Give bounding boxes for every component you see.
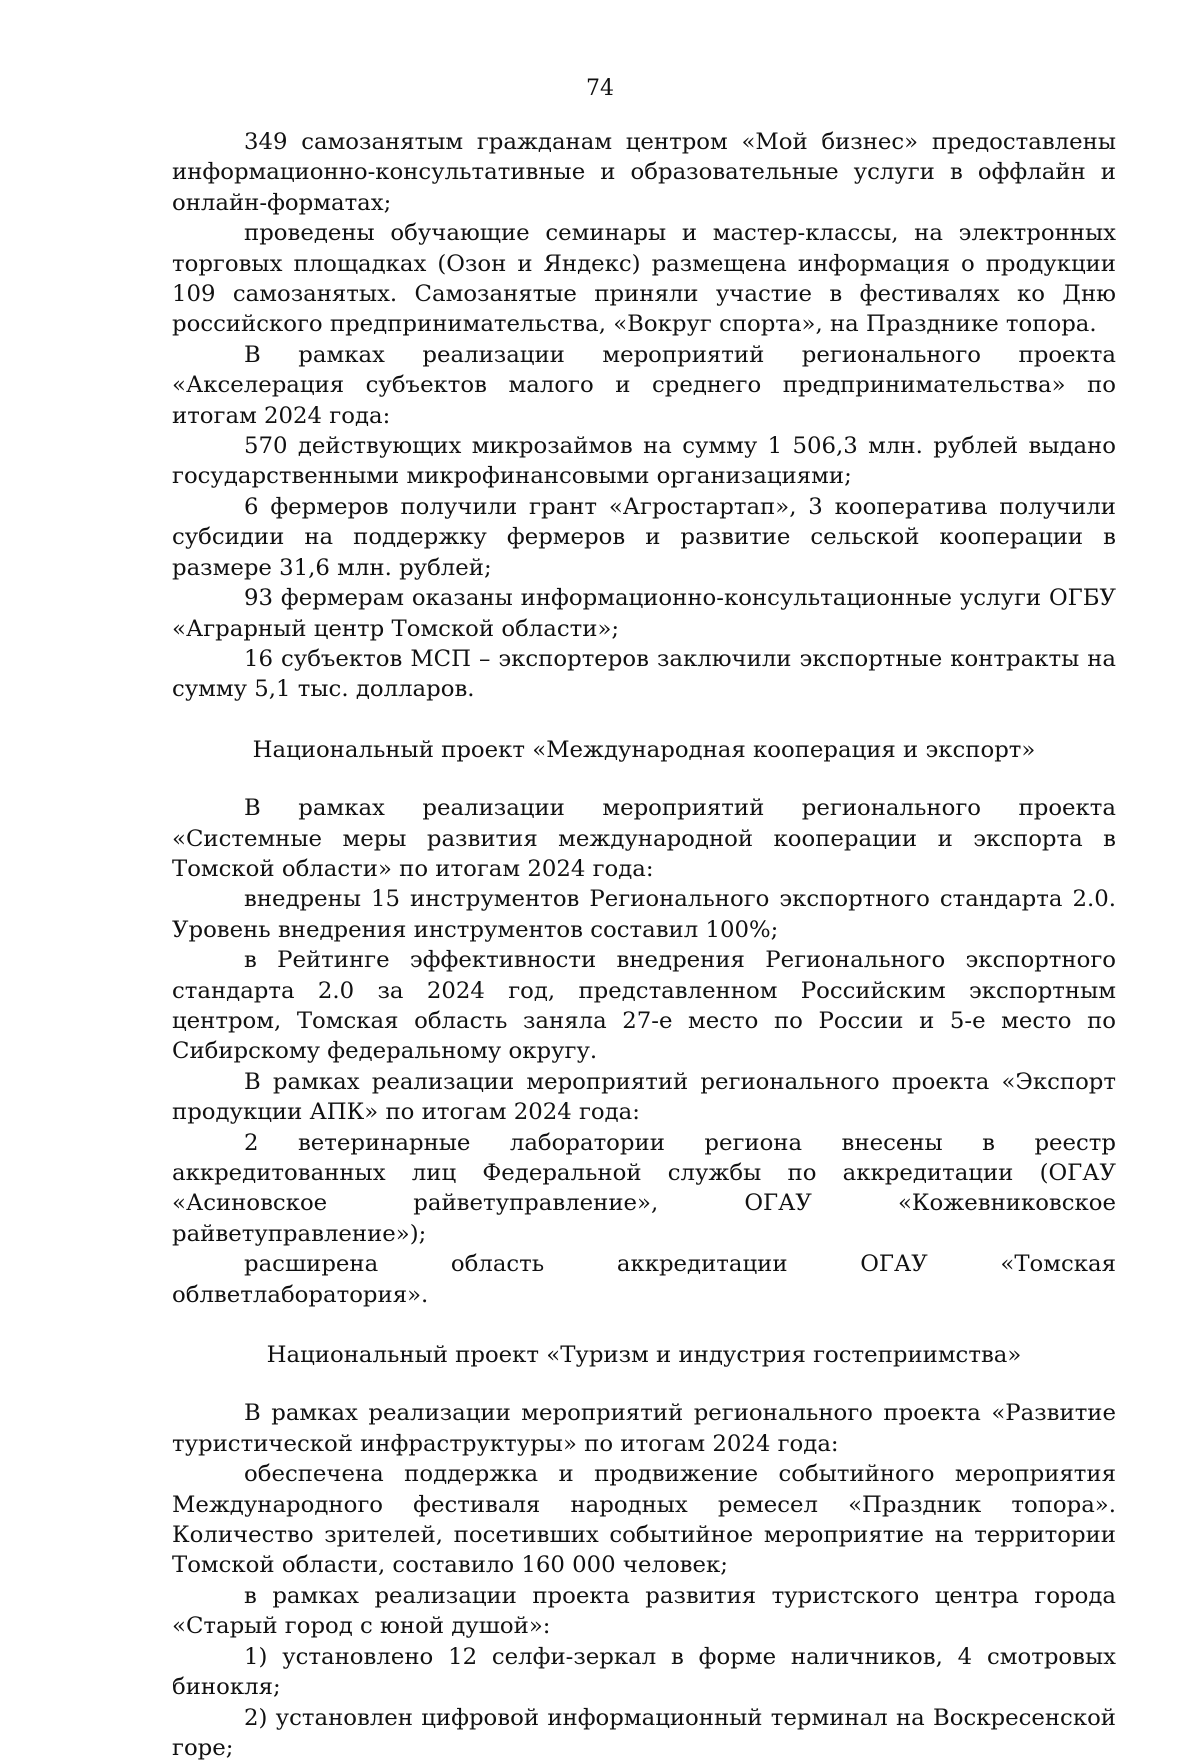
paragraph: В рамках реализации мероприятий регионального проекта «Экспорт продукции АПК» по итогам 2024 года: [172,1067,1116,1128]
paragraph: внедрены 15 инструментов Регионального экспортного стандарта 2.0. Уровень внедрения инструментов составил 100%; [172,884,1116,945]
paragraph: 570 действующих микрозаймов на сумму 1 506,3 млн. рублей выдано государственными микрофинансовыми организациями; [172,431,1116,492]
paragraph: обеспечена поддержка и продвижение событийного мероприятия Международного фестиваля народных ремесел «Праздник топора». Количество зрителей, посетивших событийное мероприятие на территории Томской области, составило 160 000 человек; [172,1459,1116,1581]
document-body [172,127,1116,1763]
paragraph: в Рейтинге эффективности внедрения Регионального экспортного стандарта 2.0 за 2024 год, представленном Российским экспортным центром, Томская область заняла 27-е место по России и 5-е место по Сибирскому федеральному округу. [172,945,1116,1067]
section-heading: Национальный проект «Международная кооперация и экспорт» [172,735,1116,765]
paragraph: В рамках реализации мероприятий регионального проекта «Развитие туристической инфраструктуры» по итогам 2024 года: [172,1398,1116,1459]
paragraph: 16 субъектов МСП – экспортеров заключили экспортные контракты на сумму 5,1 тыс. долларов. [172,644,1116,705]
paragraph: В рамках реализации мероприятий регионального проекта «Системные меры развития международной кооперации и экспорта в Томской области» по итогам 2024 года: [172,793,1116,884]
paragraph: В рамках реализации мероприятий регионального проекта «Акселерация субъектов малого и среднего предпринимательства» по итогам 2024 года: [172,340,1116,431]
page-number: 74 [0,78,1200,100]
section-heading: Национальный проект «Туризм и индустрия гостеприимства» [172,1340,1116,1370]
list-item: 2) установлен цифровой информационный терминал на Воскресенской горе; [172,1703,1116,1763]
list-item: 1) установлено 12 селфи-зеркал в форме наличников, 4 смотровых бинокля; [172,1642,1116,1703]
paragraph: в рамках реализации проекта развития туристского центра города «Старый город с юной душой»: [172,1581,1116,1642]
paragraph: проведены обучающие семинары и мастер-классы, на электронных торговых площадках (Озон и Яндекс) размещена информация о продукции 109 самозанятых. Самозанятые приняли участие в фестивалях ко Дню российского предпринимательства, «Вокруг спорта», на Празднике топора. [172,218,1116,340]
paragraph: 349 самозанятым гражданам центром «Мой бизнес» предоставлены информационно-консультативные и образовательные услуги в оффлайн и онлайн-форматах; [172,127,1116,218]
paragraph: 93 фермерам оказаны информационно-консультационные услуги ОГБУ «Аграрный центр Томской области»; [172,583,1116,644]
paragraph: 6 фермеров получили грант «Агростартап», 3 кооператива получили субсидии на поддержку фермеров и развитие сельской кооперации в размере 31,6 млн. рублей; [172,492,1116,583]
paragraph: 2 ветеринарные лаборатории региона внесены в реестр аккредитованных лиц Федеральной службы по аккредитации (ОГАУ «Асиновское райветуправление», ОГАУ «Кожевниковское райветуправление»); [172,1128,1116,1250]
paragraph: расширена область аккредитации ОГАУ «Томская облветлаборатория». [172,1249,1116,1310]
